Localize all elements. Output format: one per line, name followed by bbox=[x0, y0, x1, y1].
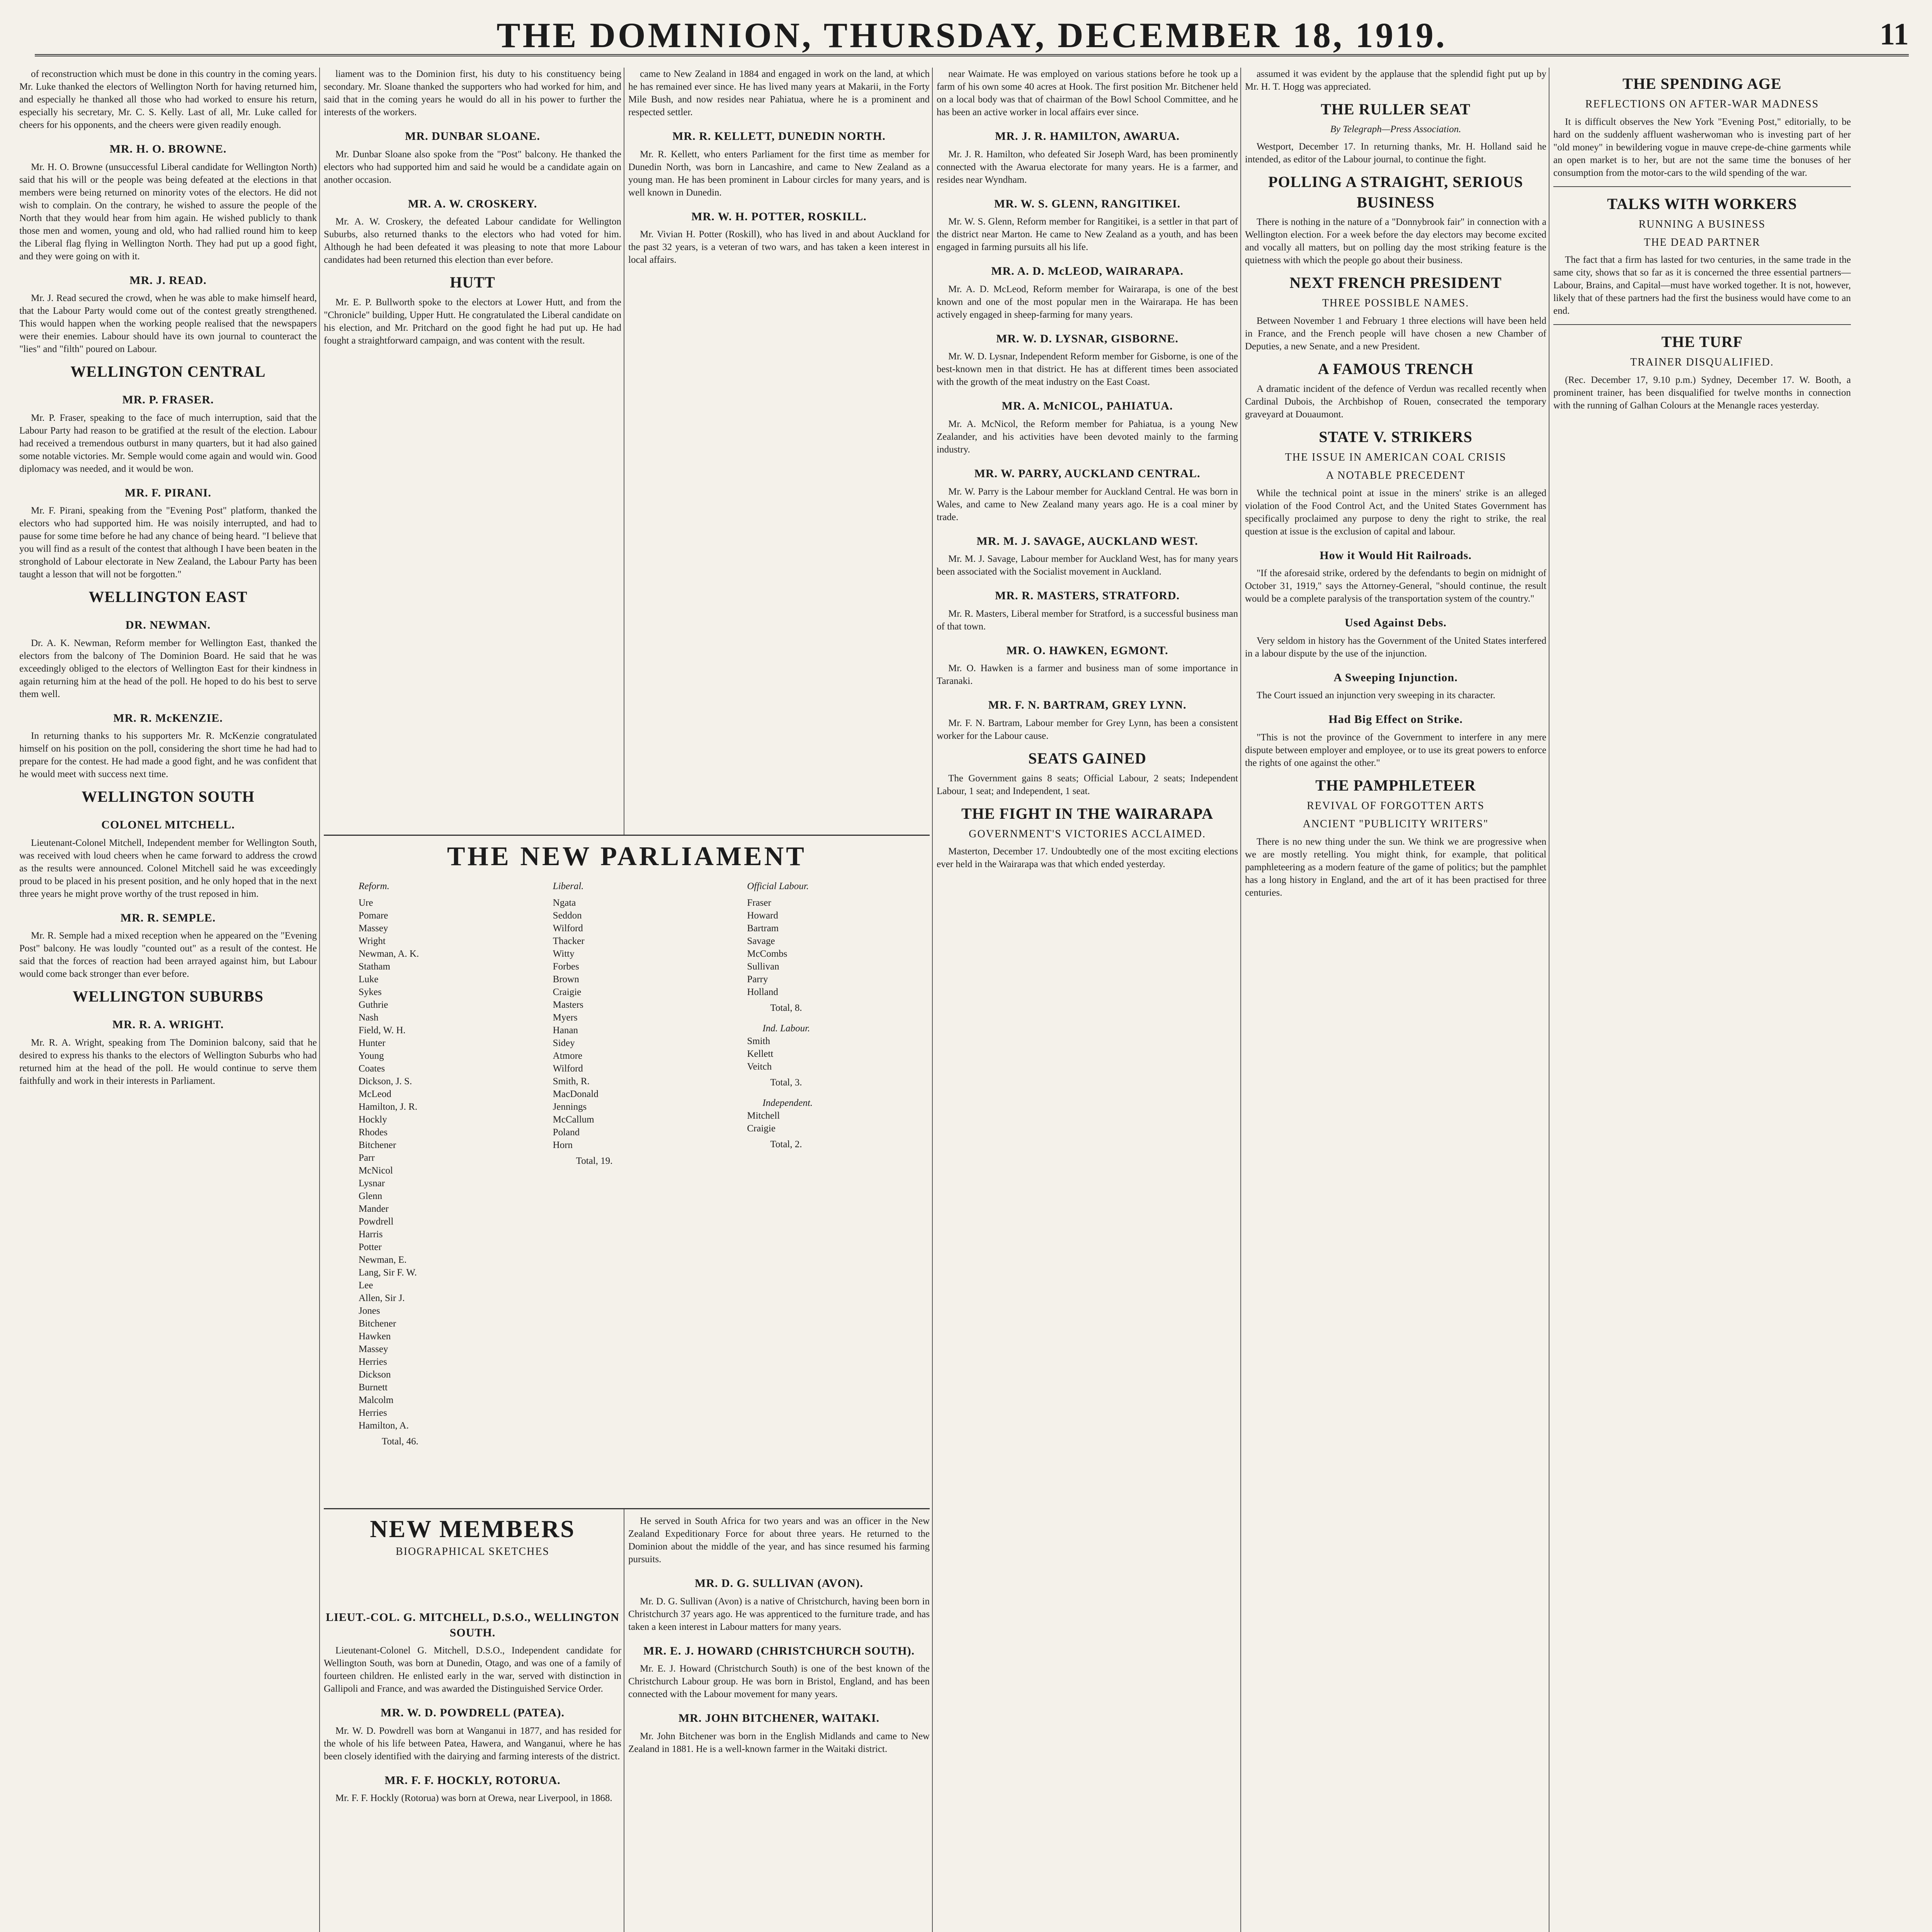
article-text: came to New Zealand in 1884 and engaged in work on the land, at which he has remained ever since. He has lived many years at Makarii, in the Forty Mile Bush, and now resides near Pahiatua, where he is a prominent and respected settler. bbox=[628, 69, 930, 117]
member-name: Sykes bbox=[359, 987, 382, 997]
member-name: Hamilton, A. bbox=[359, 1420, 409, 1431]
column-rule bbox=[932, 68, 933, 1932]
member-name: McCombs bbox=[747, 949, 787, 959]
article-text: Westport, December 17. In returning thanks, Mr. H. Holland said he intended, as editor of the Labour journal, to continue the fight. bbox=[1245, 141, 1546, 165]
new-parliament-table bbox=[324, 835, 930, 1509]
section-heading: MR. R. A. WRIGHT. bbox=[112, 1018, 224, 1031]
article-text: Dr. A. K. Newman, Reform member for Wellington East, thanked the electors from the balcony of The Dominion Board. He said that he was exceedingly obliged to the electors of Wellington East for their kindness in again returning him at the head of the poll. He hoped to do his best to serve them well. bbox=[19, 638, 317, 699]
member-name: Dickson, J. S. bbox=[359, 1076, 412, 1087]
page-number: 11 bbox=[1879, 17, 1909, 51]
section-heading: MR. W. S. GLENN, RANGITIKEI. bbox=[994, 197, 1181, 210]
section-heading: MR. O. HAWKEN, EGMONT. bbox=[1006, 644, 1168, 657]
article-text: Mr. R. Semple had a mixed reception when he appeared on the "Evening Post" balcony. He was loudly "counted out" as a result of the contest. He said that the forces of reaction had been arrayed against him, but Labour would come back stronger than ever before. bbox=[19, 930, 317, 980]
section-heading: MR. F. F. HOCKLY, ROTORUA. bbox=[384, 1774, 561, 1787]
column-4 bbox=[937, 68, 1238, 1932]
member-name: Witty bbox=[553, 949, 575, 959]
member-name: Parry bbox=[747, 974, 768, 985]
article-text: Mr. E. J. Howard (Christchurch South) is one of the best known of the Christchurch Labour group. He was born in Bristol, England, and has been connected with the Labour movement for many years. bbox=[628, 1663, 930, 1700]
member-name: Horn bbox=[553, 1140, 573, 1150]
region-heading: WELLINGTON SOUTH bbox=[82, 788, 255, 806]
member-name: Young bbox=[359, 1051, 384, 1061]
member-name: Harris bbox=[359, 1229, 383, 1240]
section-heading: MR. DUNBAR SLOANE. bbox=[405, 130, 540, 143]
section-subheading: THREE POSSIBLE NAMES. bbox=[1322, 297, 1469, 310]
member-name: Craigie bbox=[553, 987, 582, 997]
member-name: Newman, E. bbox=[359, 1255, 407, 1265]
member-name: Smith, R. bbox=[553, 1076, 590, 1087]
section-heading: MR. R. SEMPLE. bbox=[120, 911, 216, 924]
section-heading: MR. F. PIRANI. bbox=[125, 486, 211, 499]
section-headline: A FAMOUS TRENCH bbox=[1318, 360, 1474, 378]
section-heading: LIEUT.-COL. G. MITCHELL, D.S.O., WELLINGTON SOUTH. bbox=[326, 1611, 619, 1639]
member-name: Brown bbox=[553, 974, 579, 985]
region-heading: HUTT bbox=[450, 274, 495, 291]
member-name: Lang, Sir F. W. bbox=[359, 1267, 417, 1278]
member-name: Hockly bbox=[359, 1114, 387, 1125]
member-name: Hanan bbox=[553, 1025, 578, 1036]
article-text: "This is not the province of the Government to interfere in any mere dispute between employer and employee, or to use its great powers to enforce the rights of one against the other." bbox=[1245, 732, 1546, 769]
article-text: Mr. W. D. Powdrell was born at Wanganui in 1877, and has resided for the whole of his life between Patea, Hawera, and Wanganui, where he has been closely identified with the dairying and farming interests of the district. bbox=[324, 1725, 621, 1762]
section-subheading: ANCIENT "PUBLICITY WRITERS" bbox=[1303, 818, 1489, 830]
article-text: Mr. W. D. Lysnar, Independent Reform member for Gisborne, is one of the best-known men in that district. He has at different times been associated with the growth of the meat industry on the East Coast. bbox=[937, 351, 1238, 388]
party-label: Independent. bbox=[762, 1098, 813, 1108]
member-name: Newman, A. K. bbox=[359, 949, 419, 959]
column-rule bbox=[1240, 68, 1241, 1932]
section-heading: MR. J. R. HAMILTON, AWARUA. bbox=[995, 130, 1180, 143]
member-name: Bitchener bbox=[359, 1140, 396, 1150]
article-text: The Court issued an injunction very sweeping in its character. bbox=[1257, 690, 1495, 701]
section-subheading: GOVERNMENT'S VICTORIES ACCLAIMED. bbox=[969, 828, 1206, 840]
member-name: Hunter bbox=[359, 1038, 386, 1048]
article-text: assumed it was evident by the applause that the splendid fight put up by Mr. H. T. Hogg was appreciated. bbox=[1245, 69, 1546, 92]
member-name: Herries bbox=[359, 1408, 387, 1418]
member-name: Hamilton, J. R. bbox=[359, 1102, 418, 1112]
party-total: Total, 8. bbox=[770, 1003, 802, 1013]
section-subheading: RUNNING A BUSINESS bbox=[1638, 218, 1766, 230]
member-name: Glenn bbox=[359, 1191, 383, 1201]
article-text: Mr. J. R. Hamilton, who defeated Sir Joseph Ward, has been prominently connected with the Awarua electorate for many years. He is a farmer, and resides near Wyndham. bbox=[937, 149, 1238, 185]
section-heading: COLONEL MITCHELL. bbox=[101, 818, 235, 831]
member-name: Massey bbox=[359, 1344, 388, 1354]
section-heading: How it Would Hit Railroads. bbox=[1320, 549, 1472, 562]
member-name: Herries bbox=[359, 1357, 387, 1367]
masthead bbox=[35, 12, 1909, 56]
member-name: Malcolm bbox=[359, 1395, 394, 1405]
section-heading: MR. M. J. SAVAGE, AUCKLAND WEST. bbox=[976, 534, 1198, 548]
section-headline: POLLING A STRAIGHT, SERIOUS BUSINESS bbox=[1268, 173, 1523, 211]
party-label: Liberal. bbox=[553, 881, 584, 891]
member-name: Veitch bbox=[747, 1061, 772, 1072]
section-heading: MR. JOHN BITCHENER, WAITAKI. bbox=[678, 1712, 880, 1725]
section-heading: MR. A. McNICOL, PAHIATUA. bbox=[1002, 400, 1173, 413]
article-text: Mr. A. McNicol, the Reform member for Pahiatua, is a young New Zealander, and his activities have been devoted mainly to the farming industry. bbox=[937, 418, 1238, 455]
member-name: Wilford bbox=[553, 1063, 583, 1074]
member-name: Craigie bbox=[747, 1123, 776, 1134]
article-text: liament was to the Dominion first, his duty to his constituency being secondary. Mr. Sloane thanked the supporters who had worked for him, and said that in the coming years he would do all in his power to further the interests of the workers. bbox=[324, 69, 621, 117]
section-subheading: REVIVAL OF FORGOTTEN ARTS bbox=[1307, 799, 1485, 812]
section-headline: THE PAMPHLETEER bbox=[1315, 777, 1476, 794]
member-name: Luke bbox=[359, 974, 379, 985]
column-3-lower bbox=[628, 1515, 930, 1932]
liberal-list bbox=[530, 880, 724, 1448]
member-name: Burnett bbox=[359, 1382, 388, 1393]
article-text: Between November 1 and February 1 three elections will have been held in France, and the French people will have chosen a new Chamber of Deputies, a new Senate, and a new President. bbox=[1245, 316, 1546, 352]
member-name: Bartram bbox=[747, 923, 779, 934]
member-name: Poland bbox=[553, 1127, 580, 1138]
article-text: He served in South Africa for two years and was an officer in the New Zealand Expeditionary Force for about three years. He returned to the Dominion about the middle of the year, and has since resumed his farming pursuits. bbox=[628, 1516, 930, 1565]
member-name: Parr bbox=[359, 1153, 375, 1163]
article-text: The fact that a firm has lasted for two centuries, in the same trade in the same city, shows that so far as it is concerned the three essential partners—Labour, Brains, and Capital—must have worked together. It is not, however, likely that of these partners had the first the business would have come to an end. bbox=[1553, 255, 1851, 316]
article-text: Mr. F. F. Hockly (Rotorua) was born at Orewa, near Liverpool, in 1868. bbox=[335, 1793, 612, 1804]
article-text: Very seldom in history has the Government of the United States interfered in a labour dispute by the use of the injunction. bbox=[1245, 635, 1546, 659]
new-members-subheading: BIOGRAPHICAL SKETCHES bbox=[396, 1546, 549, 1558]
member-name: Sullivan bbox=[747, 961, 779, 972]
member-name: Pomare bbox=[359, 910, 388, 921]
section-headline: TALKS WITH WORKERS bbox=[1607, 195, 1797, 213]
member-name: Holland bbox=[747, 987, 778, 997]
member-name: Thacker bbox=[553, 936, 585, 946]
article-text: Mr. F. Pirani, speaking from the "Evening Post" platform, thanked the electors who had supported him. He was noisily interrupted, and had to pause for some time before he had any chance of being heard. "I believe that you will find as a result of the contest that although I have been beaten in the stronghold of Labour electorate in New Zealand, the Labour Party has been taught a lesson that will not be forgotten." bbox=[19, 505, 317, 580]
section-heading: MR. H. O. BROWNE. bbox=[109, 143, 227, 155]
article-text: "If the aforesaid strike, ordered by the defendants to begin on midnight of October 31, 1919," says the Attorney-General, "should continue, the result would be a complete paralysis of the transportation system of the country." bbox=[1245, 568, 1546, 604]
article-text: Mr. Dunbar Sloane also spoke from the "Post" balcony. He thanked the electors who had supported him and said he would be a candidate again on another occasion. bbox=[324, 149, 621, 185]
region-heading: WELLINGTON EAST bbox=[88, 588, 248, 606]
section-headline: SEATS GAINED bbox=[1028, 749, 1146, 767]
article-text: Mr. D. G. Sullivan (Avon) is a native of Christchurch, having been born in Christchurch 37 years ago. He was apprenticed to the furniture trade, and has taken a keen interest in Labour matters for many years. bbox=[628, 1596, 930, 1632]
section-heading: MR. A. W. CROSKERY. bbox=[408, 197, 537, 210]
member-name: Myers bbox=[553, 1012, 578, 1023]
member-name: Nash bbox=[359, 1012, 379, 1023]
member-name: Smith bbox=[747, 1036, 770, 1046]
member-name: Guthrie bbox=[359, 1000, 388, 1010]
section-dateline: By Telegraph—Press Association. bbox=[1330, 124, 1461, 134]
member-name: Massey bbox=[359, 923, 388, 934]
member-name: Allen, Sir J. bbox=[359, 1293, 405, 1303]
article-text: It is difficult observes the New York "Evening Post," editorially, to be hard on the suddenly affluent washerwoman who is investing part of her "old money" in bewildering vogue in mauve crepe-de-chine garments while an open market is to her, but are not the same time the bonuses of her consumption from the motor-cars to the wild spending of the war. bbox=[1553, 116, 1851, 178]
party-total: Total, 46. bbox=[382, 1436, 418, 1447]
member-name: Coates bbox=[359, 1063, 385, 1074]
section-heading: MR. R. KELLETT, DUNEDIN NORTH. bbox=[672, 130, 886, 143]
section-headline: THE RULLER SEAT bbox=[1321, 100, 1471, 118]
member-name: Masters bbox=[553, 1000, 583, 1010]
column-1 bbox=[19, 68, 317, 1932]
member-name: McLeod bbox=[359, 1089, 391, 1099]
section-heading: Used Against Debs. bbox=[1345, 616, 1447, 629]
article-text: Mr. W. S. Glenn, Reform member for Rangitikei, is a settler in that part of the district near Marton. He came to New Zealand as a youth, and has been engaged in farming pursuits all his life. bbox=[937, 216, 1238, 253]
article-text: Mr. R. Kellett, who enters Parliament for the first time as member for Dunedin North, was born in Lancashire, and came to New Zealand as a young man. He has been prominent in Labour circles for many years, and is well known in Dunedin. bbox=[628, 149, 930, 198]
section-heading: MR. W. D. LYSNAR, GISBORNE. bbox=[996, 332, 1179, 345]
section-heading: MR. E. J. HOWARD (CHRISTCHURCH SOUTH). bbox=[643, 1644, 915, 1657]
region-heading: WELLINGTON SUBURBS bbox=[72, 988, 264, 1005]
party-total: Total, 3. bbox=[770, 1077, 802, 1088]
column-6 bbox=[1553, 68, 1851, 1932]
section-heading: MR. R. McKENZIE. bbox=[113, 711, 223, 724]
article-text: Mr. J. Read secured the crowd, when he was able to make himself heard, that the Labour Party would come out of the contest greatly strengthened. This would happen when the working people realised that the newspapers were their enemies. Labour should have its own journal to counteract the "lies" and "filth" poured on Labour. bbox=[19, 293, 317, 355]
article-text: Mr. P. Fraser, speaking to the face of much interruption, said that the Labour Party had reason to be gratified at the result of the election. Labour had received a tremendous outburst in many quarters, but it had also gained some notable victories. Mr. Semple would come again and would win. Good diplomacy was needed, and it would be won. bbox=[19, 412, 317, 474]
member-name: Savage bbox=[747, 936, 775, 946]
member-name: Statham bbox=[359, 961, 390, 972]
new-members-heading: NEW MEMBERS bbox=[370, 1515, 575, 1543]
section-heading: MR. J. READ. bbox=[129, 274, 207, 287]
member-name: Bitchener bbox=[359, 1318, 396, 1329]
section-heading: MR. W. PARRY, AUCKLAND CENTRAL. bbox=[974, 467, 1201, 480]
section-heading: MR. D. G. SULLIVAN (AVON). bbox=[695, 1577, 863, 1590]
member-name: Potter bbox=[359, 1242, 382, 1252]
section-heading: MR. P. FRASER. bbox=[122, 393, 214, 406]
article-text: Masterton, December 17. Undoubtedly one of the most exciting elections ever held in the Wairarapa was that which ended yesterday. bbox=[937, 846, 1238, 870]
column-3-upper bbox=[628, 68, 930, 827]
new-members-heading-block bbox=[324, 1515, 621, 1592]
member-name: Jones bbox=[359, 1306, 380, 1316]
member-name: Mander bbox=[359, 1204, 389, 1214]
section-heading: MR. W. D. POWDRELL (PATEA). bbox=[381, 1706, 565, 1719]
section-heading: MR. W. H. POTTER, ROSKILL. bbox=[691, 210, 867, 223]
member-name: Wilford bbox=[553, 923, 583, 934]
member-name: Seddon bbox=[553, 910, 582, 921]
party-total: Total, 19. bbox=[576, 1156, 613, 1166]
article-text: Mr. E. P. Bullworth spoke to the electors at Lower Hutt, and from the "Chronicle" building, Upper Hutt. He congratulated the Liberal candidate on his election, and Mr. Pritchard on the good fight he had put up. He had fought a straightforward campaign, and was content with the result. bbox=[324, 297, 621, 346]
section-subheading: REFLECTIONS ON AFTER-WAR MADNESS bbox=[1585, 98, 1819, 110]
section-subheading: TRAINER DISQUALIFIED. bbox=[1630, 356, 1774, 369]
article-text: (Rec. December 17, 9.10 p.m.) Sydney, December 17. W. Booth, a prominent trainer, has been disqualified for twelve months in connection with the running of Galhan Colours at the Menangle races yesterday. bbox=[1553, 375, 1851, 411]
article-text: Mr. R. A. Wright, speaking from The Dominion balcony, said that he desired to express his thanks to the electors of Wellington Suburbs who had returned him at the head of the poll. He would continue to serve them faithfully and work in their interests in Parliament. bbox=[19, 1037, 317, 1086]
article-text: Lieutenant-Colonel Mitchell, Independent member for Wellington South, was received with loud cheers when he came forward to address the crowd as the results were announced. Colonel Mitchell said he was exceedingly proud to be placed in his present position, and he only hoped that in the next three years he might prove worthy of the trust reposed in him. bbox=[19, 837, 317, 899]
article-text: Lieutenant-Colonel G. Mitchell, D.S.O., Independent candidate for Wellington South, was born at Dunedin, Otago, and was one of a family of fourteen children. He enlisted early in the war, served with distinction in Gallipoli and France, and was awarded the Distinguished Service Order. bbox=[324, 1645, 621, 1694]
article-text: The Government gains 8 seats; Official Labour, 2 seats; Independent Labour, 1 seat; and Independent, 1 seat. bbox=[937, 773, 1238, 796]
member-name: MacDonald bbox=[553, 1089, 599, 1099]
region-heading: WELLINGTON CENTRAL bbox=[70, 363, 266, 381]
article-text: Mr. A. W. Croskery, the defeated Labour candidate for Wellington Suburbs, also returned thanks to the electors who had voted for him. Although he had been defeated it was pleasing to note that more Labour candidates had been returned this election than ever before. bbox=[324, 216, 621, 265]
section-headline: THE SPENDING AGE bbox=[1622, 75, 1782, 92]
column-rule bbox=[319, 68, 320, 1932]
section-heading: DR. NEWMAN. bbox=[125, 618, 211, 631]
column-2-upper bbox=[324, 68, 621, 827]
article-text: Mr. F. N. Bartram, Labour member for Grey Lynn, has been a consistent worker for the Labour cause. bbox=[937, 718, 1238, 741]
article-text: Mr. John Bitchener was born in the English Midlands and came to New Zealand in 1881. He is a well-known farmer in the Waitaki district. bbox=[628, 1731, 930, 1754]
article-text: Mr. R. Masters, Liberal member for Stratford, is a successful business man of that town. bbox=[937, 608, 1238, 632]
member-name: Ure bbox=[359, 898, 373, 908]
member-name: Lee bbox=[359, 1280, 373, 1291]
article-text: near Waimate. He was employed on various stations before he took up a farm of his own some 40 acres at Hook. The first position Mr. Bitchener held on a local body was that of chairman of the Bowl School Committee, and he has been an active worker in local affairs ever since. bbox=[937, 69, 1238, 117]
member-name: Sidey bbox=[553, 1038, 575, 1048]
article-text: Mr. H. O. Browne (unsuccessful Liberal candidate for Wellington North) said that his will or the people was being defeated at the elections in that members were being returned on minority votes of the electors. He did not wish to complain. On the contrary, he wished to assure the people of the North that they would hear from him again. He wished publicly to thank those men and women, young and old, who had rallied round him to keep the Liberal flag flying in Wellington North. They had put up a good fight, and they were going on with it. bbox=[19, 162, 317, 262]
party-total: Total, 2. bbox=[770, 1139, 802, 1150]
member-name: Powdrell bbox=[359, 1216, 394, 1227]
reform-list bbox=[335, 880, 530, 1448]
article-text: Mr. O. Hawken is a farmer and business man of some importance in Taranaki. bbox=[937, 663, 1238, 687]
member-name: Jennings bbox=[553, 1102, 587, 1112]
parliament-heading: THE NEW PARLIAMENT bbox=[447, 842, 806, 871]
article-text: Mr. M. J. Savage, Labour member for Auckland West, has for many years been associated with the Socialist movement in Auckland. bbox=[937, 554, 1238, 577]
member-name: Kellett bbox=[747, 1049, 774, 1059]
member-name: Wright bbox=[359, 936, 386, 946]
article-text: While the technical point at issue in the miners' strike is an alleged violation of the Food Control Act, and the United States Government has specifically proclaimed any purpose to deny the right to strike, the real question at issue is the exclusion of capital and labour. bbox=[1245, 488, 1546, 537]
section-subheading: THE DEAD PARTNER bbox=[1644, 236, 1760, 248]
section-headline: THE FIGHT IN THE WAIRARAPA bbox=[961, 804, 1214, 822]
party-label: Reform. bbox=[359, 881, 389, 891]
article-text: Mr. A. D. McLeod, Reform member for Wairarapa, is one of the best known and one of the most popular men in the Wairarapa. He has been actively engaged in sheep-farming for many years. bbox=[937, 284, 1238, 320]
section-heading: MR. R. MASTERS, STRATFORD. bbox=[995, 589, 1180, 602]
member-name: McNicol bbox=[359, 1165, 393, 1176]
party-label: Official Labour. bbox=[747, 881, 809, 891]
article-text: There is nothing in the nature of a "Donnybrook fair" in connection with a Wellington election. For a week before the day electors may become excited and vocally all matters, but on polling day the most striking feature is the quietness with which the people go about their business. bbox=[1245, 217, 1546, 266]
labour-list bbox=[724, 880, 918, 1448]
section-headline: NEXT FRENCH PRESIDENT bbox=[1289, 274, 1502, 292]
member-name: Dickson bbox=[359, 1369, 391, 1380]
section-subheading: THE ISSUE IN AMERICAN COAL CRISIS bbox=[1285, 451, 1507, 463]
masthead-title: THE DOMINION, THURSDAY, DECEMBER 18, 1919. bbox=[497, 15, 1447, 55]
column-5 bbox=[1245, 68, 1546, 1932]
article-text: A dramatic incident of the defence of Verdun was recalled recently when Cardinal Dubois, the Archbishop of Rouen, consecrated the temporary graveyard at Douaumont. bbox=[1245, 383, 1546, 420]
member-name: Hawken bbox=[359, 1331, 391, 1342]
member-name: Field, W. H. bbox=[359, 1025, 406, 1036]
member-name: Mitchell bbox=[747, 1111, 780, 1121]
divider bbox=[1553, 324, 1851, 325]
member-name: McCallum bbox=[553, 1114, 594, 1125]
section-heading: MR. A. D. McLEOD, WAIRARAPA. bbox=[991, 265, 1184, 278]
section-headline: STATE V. STRIKERS bbox=[1319, 428, 1473, 446]
article-text: There is no new thing under the sun. We think we are progressive when we are mostly retelling. You might think, for example, that political pamphleteering as a modern feature of the game of politics; but the pamphlet has a long history in England, and the art of it has been practised for three centuries. bbox=[1245, 836, 1546, 898]
column-2-lower bbox=[324, 1600, 621, 1932]
section-headline: THE TURF bbox=[1661, 333, 1743, 351]
section-subheading: A NOTABLE PRECEDENT bbox=[1326, 469, 1466, 481]
member-name: Fraser bbox=[747, 898, 771, 908]
section-heading: A Sweeping Injunction. bbox=[1333, 671, 1458, 684]
article-text: of reconstruction which must be done in this country in the coming years. Mr. Luke thanked the electors of Wellington North for having returned him, and especially he thanked all those who had worked to ensure his return, especially his secretary, Mr. C. S. Kelly. Last of all, Mr. Luke called for cheers for his opponents, and the cheers were given readily enough. bbox=[19, 69, 317, 130]
article-text: Mr. W. Parry is the Labour member for Auckland Central. He was born in Wales, and came to New Zealand many years ago. He is a coal miner by trade. bbox=[937, 486, 1238, 522]
member-name: Lysnar bbox=[359, 1178, 385, 1189]
member-name: Rhodes bbox=[359, 1127, 388, 1138]
member-name: Ngata bbox=[553, 898, 576, 908]
party-label: Ind. Labour. bbox=[762, 1023, 810, 1034]
article-text: In returning thanks to his supporters Mr. R. McKenzie congratulated himself on his position on the poll, considering the short time he had had to prepare for the contest. He had made a good fight, and he was confident that he would meet with success next time. bbox=[19, 731, 317, 780]
member-name: Howard bbox=[747, 910, 778, 921]
divider bbox=[1553, 186, 1851, 187]
section-heading: MR. F. N. BARTRAM, GREY LYNN. bbox=[988, 699, 1187, 712]
article-text: Mr. Vivian H. Potter (Roskill), who has lived in and about Auckland for the past 32 years, is a veteran of two wars, and has taken a keen interest in local affairs. bbox=[628, 229, 930, 265]
member-name: Forbes bbox=[553, 961, 579, 972]
section-heading: Had Big Effect on Strike. bbox=[1328, 713, 1463, 726]
member-name: Atmore bbox=[553, 1051, 583, 1061]
